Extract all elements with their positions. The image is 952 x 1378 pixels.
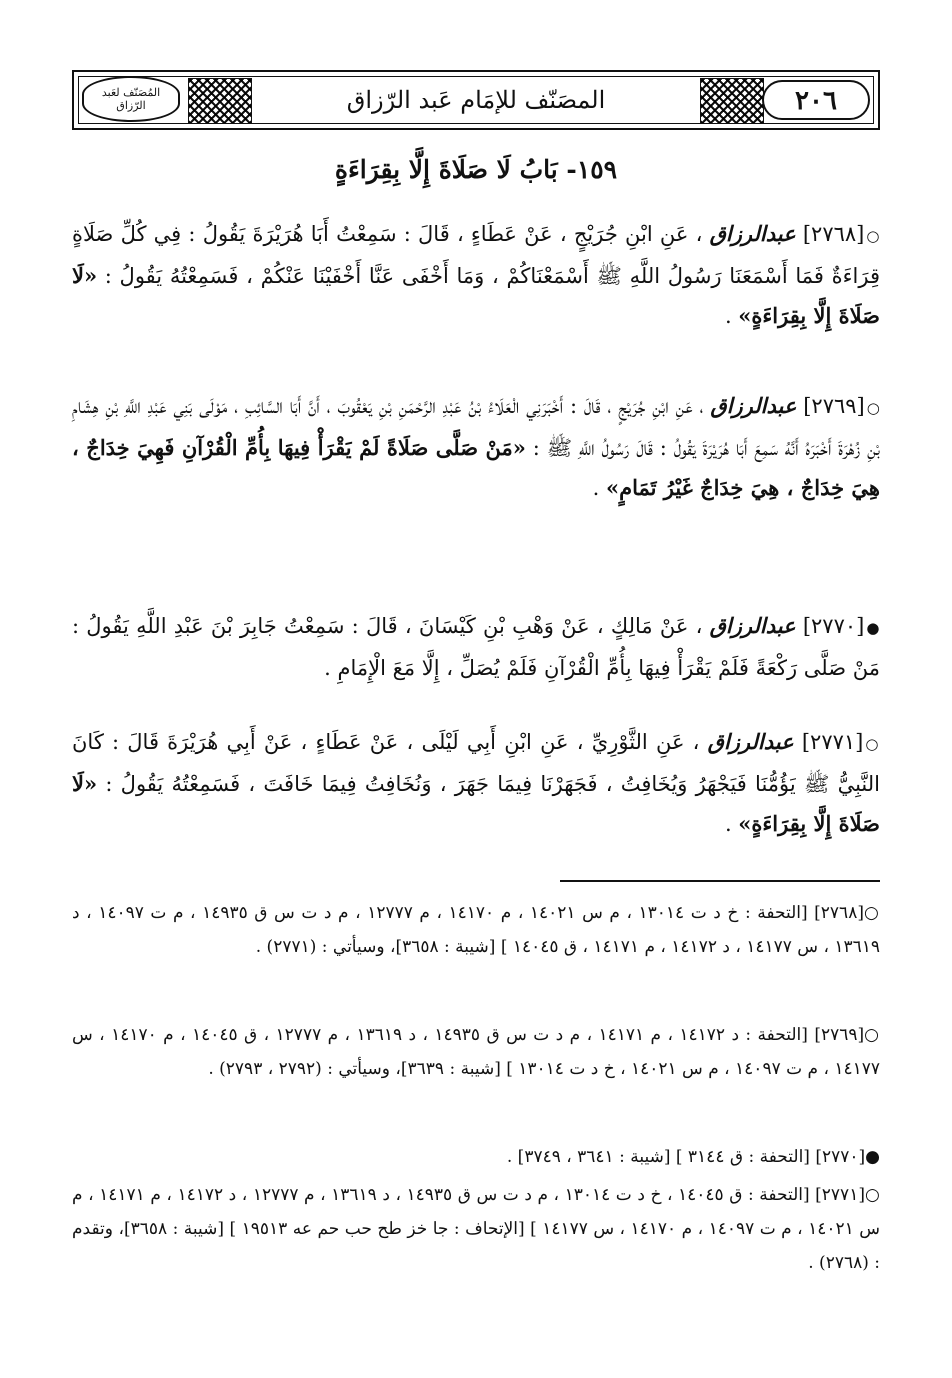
hadith-end: .	[724, 304, 739, 328]
hadith-text: ، عَنِ ابْنِ جُرَيْجٍ ، عَنْ عَطَاءٍ ، قَالَ : سَمِعْتُ أَبَا هُرَيْرَةَ يَقُولُ : فِي كُلِّ صَلَاةٍ قِرَاءَةٌ فَمَا أَسْمَعَنَا رَسُولُ اللَّهِ ﷺ أَسْمَعْنَاكُمْ ، وَمَا أَخْفَى عَنَّا أَخْفَيْنَا عَنْكُمْ ، فَسَمِعْتُهُ يَقُولُ :	[72, 222, 880, 288]
hadith-text: ، عَنْ مَالِكٍ ، عَنْ وَهْبِ بْنِ كَيْسَانَ ، قَالَ : سَمِعْتُ جَابِرَ بْنَ عَبْدِ اللَّهِ يَقُولُ : مَنْ صَلَّى رَكْعَةً فَلَمْ يَقْرَأْ فِيهَا بِأُمِّ الْقُرْآنِ فَلَمْ يُصَلِّ ، إِلَّا مَعَ الْإِمَامِ .	[72, 614, 880, 680]
hadith-text: ، عَنِ الثَّوْرِيِّ ، عَنِ ابْنِ أَبِي لَيْلَى ، عَنْ عَطَاءٍ ، عَنْ أَبِي هُرَيْرَةَ قَالَ : كَانَ النَّبِيُّ ﷺ يَؤُمُّنَا فَيَجْهَرُ وَيُخَافِتُ ، فَجَهَرْنَا فِيمَا جَهَرَ ، وَنُخَافِتُ فِيمَا خَافَتَ ، فَسَمِعْتُهُ يَقُولُ :	[72, 730, 880, 796]
footnote	[72, 1140, 880, 1174]
hadith-source: عبدالرزاق	[707, 729, 794, 754]
hadith-quote: «لَا صَلَاةَ إِلَّا بِقِرَاءَةٍ»	[72, 263, 880, 328]
footnote-marker: ●	[865, 1147, 880, 1167]
footnote	[72, 1178, 880, 1280]
page-header	[72, 70, 880, 130]
chapter-heading: ١٥٩- بَابُ لَا صَلَاةَ إِلَّا بِقِرَاءَةٍ	[334, 155, 618, 184]
footnote-marker: ○	[863, 903, 880, 923]
header-ornament-left	[188, 78, 252, 124]
footnote-separator	[560, 880, 880, 882]
hadith-block	[72, 386, 880, 508]
hadith-source: عبدالرزاق	[709, 221, 796, 246]
hadith-end: .	[724, 812, 739, 836]
hadith-marker: ○	[866, 227, 880, 245]
book-title: المصَنّف للإمَام عَبد الرّزاق	[346, 86, 606, 114]
footnote-marker: ○	[864, 1185, 880, 1205]
page-number: ٢٠٦	[762, 80, 870, 120]
book-seal-logo	[82, 76, 180, 122]
hadith-marker: ●	[866, 619, 880, 637]
hadith-number: [٢٧٦٨]	[802, 222, 865, 246]
hadith-source: عبدالرزاق	[709, 613, 796, 638]
hadith-end: .	[592, 476, 606, 500]
footnote-text: [٢٧٧٠] [التحفة : ق ٣١٤٤ ] [شيبة : ٣٦٤١ ، ٣٧٤٩] .	[506, 1147, 866, 1167]
hadith-block	[72, 722, 880, 844]
hadith-quote: «مَنْ صَلَّى صَلَاةً لَمْ يَقْرَأْ فِيهَا بِأُمِّ الْقُرْآنِ فَهِيَ خِدَاجٌ ، هِيَ خِدَاجٌ ، هِيَ خِدَاجٌ غَيْرُ تَمَامٍ»	[72, 435, 880, 500]
hadith-number: [٢٧٧١]	[801, 730, 864, 754]
hadith-quote: «لَا صَلَاةَ إِلَّا بِقِرَاءَةٍ»	[72, 771, 880, 836]
hadith-block	[72, 606, 880, 688]
footnote-text: [٢٧٧١] [التحفة : ق ١٤٠٤٥ ، خ د ت ١٣٠١٤ ، م د ت س ق ١٤٩٣٥ ، د ١٣٦١٩ ، م ١٢٧٧٧ ، د ١٤١٧٢ ، م ١٤١٧١ ، م س ١٤٠٢١ ، م ت ١٤٠٩٧ ، م ١٤١٧٠ ، س ١٤١٧٧ ] [الإتحاف : جا خز طح حب حم عه ١٩٥١٣ ] [شيبة : ٣٦٥٨]، وتقدم : (٢٧٦٨) .	[72, 1185, 880, 1273]
hadith-marker: ○	[865, 735, 880, 753]
hadith-block	[72, 214, 880, 336]
hadith-text: ، عَنِ ابْنِ جُرَيْجٍ ، قَالَ : أَخْبَرَنِي الْعَلَاءُ بْنُ عَبْدِ الرَّحْمَنِ بْنِ يَعْقُوبَ ، أَنَّ أَبَا السَّائِبِ ، مَوْلَى بَنِي عَبْدِ اللَّهِ بْنِ هِشَامِ بْنِ زُهْرَةَ أَخْبَرَهُ أَنَّهُ سَمِعَ أَبَا هُرَيْرَةَ يَقُولُ : قَالَ رَسُولُ اللَّهِ ﷺ :	[72, 394, 880, 460]
footnote-marker: ○	[864, 1025, 880, 1045]
hadith-number: [٢٧٧٠]	[802, 614, 865, 638]
hadith-marker: ○	[866, 399, 880, 417]
hadith-source: عبدالرزاق	[710, 393, 797, 418]
hadith-number: [٢٧٦٩]	[803, 394, 865, 418]
seal-text: المُصَنّف لعَبد الرّزاق	[101, 86, 161, 112]
header-ornament-right	[700, 78, 764, 124]
footnote	[72, 896, 880, 964]
footnote-text: [٢٧٦٩] [التحفة : د ١٤١٧٢ ، م ١٤١٧١ ، م د ت س ق ١٤٩٣٥ ، د ١٣٦١٩ ، م ١٢٧٧٧ ، ق ١٤٠٤٥ ، م ١٤١٧٠ ، س ١٤١٧٧ ، م ت ١٤٠٩٧ ، م س ١٤٠٢١ ، خ د ت ١٣٠١٤ ] [شيبة : ٣٦٣٩]، وسيأتي : (٢٧٩٢ ، ٢٧٩٣) .	[72, 1025, 880, 1079]
footnote-text: [٢٧٦٨] [التحفة : خ د ت ١٣٠١٤ ، م س ١٤٠٢١ ، م ١٤١٧٠ ، م ١٢٧٧٧ ، م د ت س ق ١٤٩٣٥ ، م ت ١٤٠٩٧ ، د ١٣٦١٩ ، س ١٤١٧٧ ، د ١٤١٧٢ ، م ١٤١٧١ ، ق ١٤٠٤٥ ] [شيبة : ٣٦٥٨]، وسيأتي : (٢٧٧١) .	[72, 903, 880, 957]
footnote	[72, 1018, 880, 1086]
